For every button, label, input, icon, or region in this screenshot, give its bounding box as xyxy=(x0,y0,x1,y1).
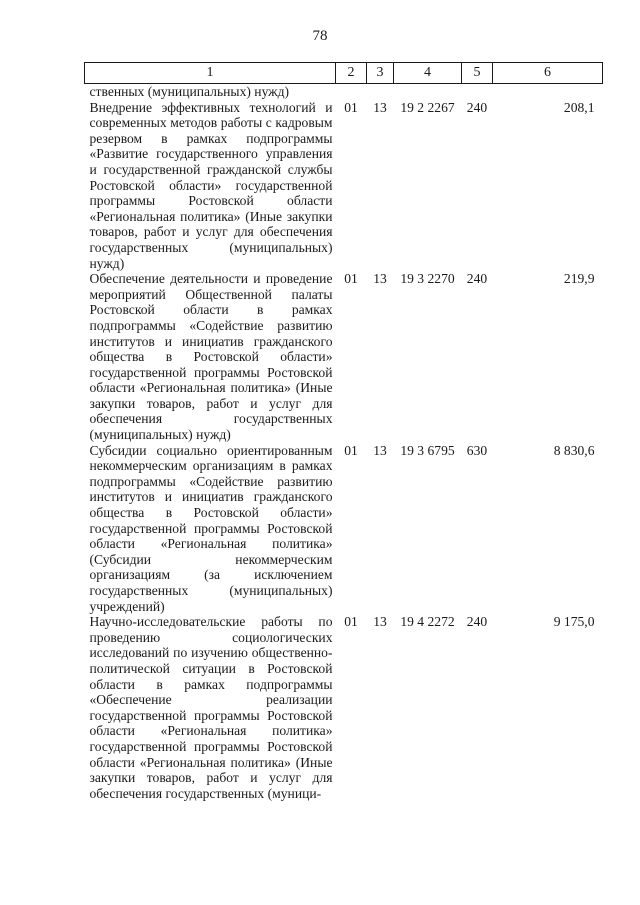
row-target-code: 19 3 6795 xyxy=(400,442,455,458)
header-col-6: 6 xyxy=(493,63,603,84)
row-expense-type: 240 xyxy=(466,99,488,115)
row-amount: 208,1 xyxy=(563,99,595,115)
row-amount: 219,9 xyxy=(563,271,595,287)
row-section: 01 xyxy=(344,99,358,115)
budget-table xyxy=(84,62,603,801)
header-col-1: 1 xyxy=(85,63,336,84)
header-col-4: 4 xyxy=(394,63,462,84)
row-expense-type: 240 xyxy=(466,614,488,630)
row-subsection: 13 xyxy=(373,99,387,115)
row-subsection: 13 xyxy=(373,614,387,630)
row-description: Внедрение эффективных технологий и современных методов работы с кадровым резервом в рамках подпрограммы «Развитие государственного управления и государственной гражданской службы Ростовской области» государственной программы Ростовской области «Региональная политика» (Иные закупки товаров, работ и услуг для обеспечения государственных (муниципальных) нужд) xyxy=(89,99,333,271)
row-description: Научно-исследовательские работы по проведению социологических исследований по изучению общественно-политической ситуации в Ростовской области в рамках подпрограммы «Обеспечение реализации государственной программы Ростовской области «Региональная политика» государственной программы Ростовской области «Региональная политика» (Иные закупки товаров, работ и услуг для обеспечения государственных (муници- xyxy=(89,614,333,801)
header-col-3: 3 xyxy=(367,63,394,84)
header-col-2: 2 xyxy=(336,63,367,84)
row-section: 01 xyxy=(344,614,358,630)
table-row xyxy=(85,443,603,615)
continuation-row xyxy=(85,84,603,100)
row-target-code: 19 4 2272 xyxy=(400,614,455,630)
table-row xyxy=(85,100,603,272)
row-expense-type: 630 xyxy=(466,442,488,458)
row-subsection: 13 xyxy=(373,271,387,287)
row-subsection: 13 xyxy=(373,442,387,458)
header-col-5: 5 xyxy=(462,63,493,84)
page-number: 78 xyxy=(312,28,328,44)
row-amount: 9 175,0 xyxy=(553,614,595,630)
row-description: Обеспечение деятельности и проведение мероприятий Общественной палаты Ростовской области в рамках подпрограммы «Содействие развитию институтов и инициатив гражданского общества в Ростовской области» государственной программы Ростовской области «Региональная политика» (Иные закупки товаров, работ и услуг для обеспечения государственных (муниципальных) нужд) xyxy=(89,271,333,443)
row-target-code: 19 3 2270 xyxy=(400,271,455,287)
row-section: 01 xyxy=(344,442,358,458)
row-section: 01 xyxy=(344,271,358,287)
row-description: Субсидии социально ориентированным некоммерческим организациям в рамках подпрограммы «Содействие развитию институтов и инициатив гражданского общества в Ростовской области» государственной программы Ростовской области «Региональная политика» (Субсидии некоммерческим организациям (за исключением государственных (муниципальных) учреждений) xyxy=(89,442,333,614)
row-amount: 8 830,6 xyxy=(553,442,595,458)
table-row xyxy=(85,271,603,443)
row-expense-type: 240 xyxy=(466,271,488,287)
table-header xyxy=(85,63,603,84)
table-row xyxy=(85,614,603,801)
row-target-code: 19 2 2267 xyxy=(400,99,455,115)
continuation-text: ственных (муниципальных) нужд) xyxy=(89,84,290,99)
